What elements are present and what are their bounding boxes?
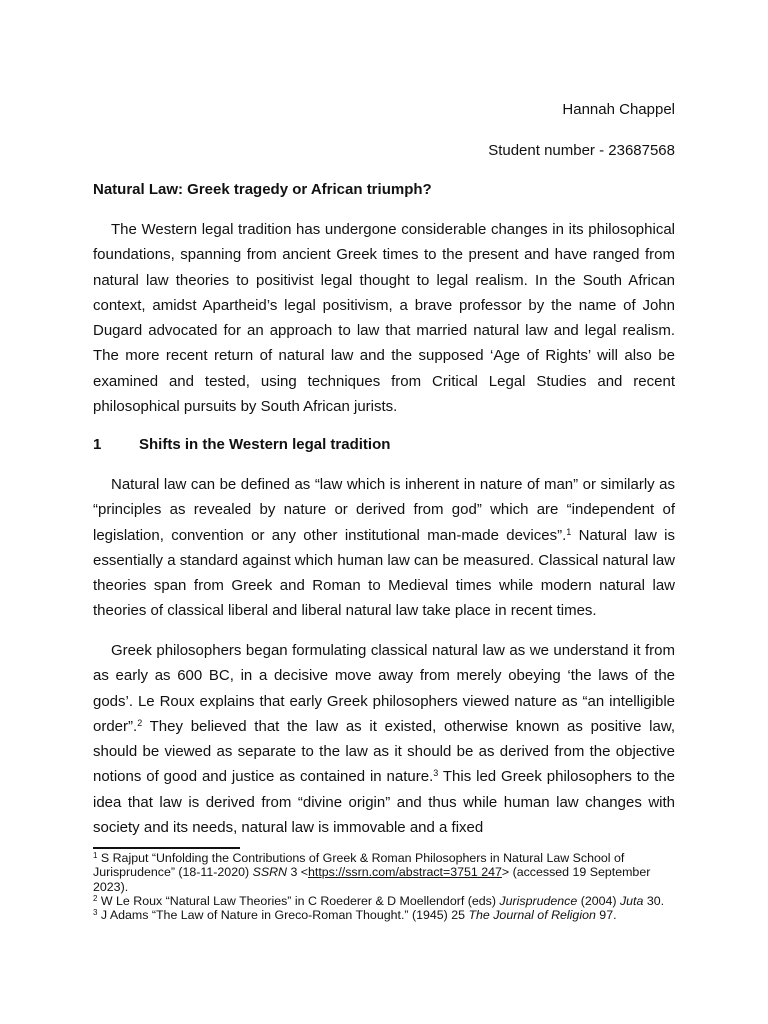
footnote-number: 3 bbox=[93, 908, 98, 918]
footnote-text: S Rajput “Unfolding the Contributions of Greek & Roman Philosophers in Natural Law School of Jurisprudence” (18-11-2020) bbox=[93, 851, 625, 880]
footnote-text: 30. bbox=[643, 893, 665, 908]
footnote-number: 2 bbox=[93, 893, 98, 903]
footnote-text: 97. bbox=[595, 908, 617, 923]
footnote-ref-1[interactable]: 1 bbox=[566, 526, 572, 537]
paragraph-text: They believed that the law as it existed, otherwise known as positive law, should be viewed as separate to the law as it should be as derived from the objective notions of good and justice as contained in nature. bbox=[93, 717, 675, 786]
footnote-book: Jurisprudence bbox=[499, 893, 578, 908]
footnote-1 bbox=[93, 851, 677, 894]
footnotes bbox=[93, 851, 677, 922]
author-name: Hannah Chappel bbox=[562, 101, 675, 118]
paragraph-text: Greek philosophers began formulating classical natural law as we understand it from as early as 600 BC, in a decisive move away from merely obeying ‘the laws of the gods’. Le Roux explains that early Greek philosophers viewed nature as “an intelligible order”. bbox=[93, 642, 675, 735]
greek-philosophers-paragraph bbox=[93, 638, 675, 840]
footnote-text: J Adams “The Law of Nature in Greco-Roman Thought.” (1945) 25 bbox=[97, 908, 469, 923]
section-heading bbox=[93, 436, 675, 454]
footnote-text: 3 < bbox=[287, 865, 309, 880]
footnote-number: 1 bbox=[93, 851, 98, 860]
document-title: Natural Law: Greek tragedy or African triumph? bbox=[93, 181, 432, 198]
footnote-publisher: Juta bbox=[619, 893, 644, 908]
footnote-ref-3[interactable]: 3 bbox=[433, 768, 439, 779]
paragraph-text: This led Greek philosophers to the idea that law is derived from “divine origin” and thus while human law changes with society and its needs, natural law is immovable and a fixed bbox=[93, 768, 675, 837]
footnote-journal: SSRN bbox=[252, 865, 287, 880]
footnote-2 bbox=[93, 894, 677, 908]
footnote-ref-2[interactable]: 2 bbox=[137, 717, 143, 728]
footnote-separator bbox=[93, 847, 240, 849]
footnote-text: > (accessed 19 September 2023). bbox=[93, 865, 651, 894]
footnote-journal: The Journal of Religion bbox=[468, 908, 596, 923]
paragraph-text: Natural law is essentially a standard against which human law can be measured. Classical natural law theories span from Greek and Roman to Medieval times while modern natural law theories of classical liberal and liberal natural law take place in recent times. bbox=[93, 526, 676, 620]
footnote-text: W Le Roux “Natural Law Theories” in C Roederer & D Moellendorf (eds) bbox=[97, 893, 500, 908]
student-number: Student number - 23687568 bbox=[488, 142, 675, 159]
section-number: 1 bbox=[93, 436, 102, 453]
footnote-text: (2004) bbox=[577, 893, 620, 908]
intro-paragraph: The Western legal tradition has undergone considerable changes in its philosophical foundations, spanning from ancient Greek times to the present and have ranged from natural law theories to positivist legal thought to legal realism. In the South African context, amidst Apartheid’s legal positivism, a brave professor by the name of John Dugard advocated for an approach to law that married natural law and legal realism. The more recent return of natural law and the supposed ‘Age of Rights’ will also be examined and tested, using techniques from Critical Legal Studies and recent philosophical pursuits by South African jurists. bbox=[93, 221, 675, 416]
section-title: Shifts in the Western legal tradition bbox=[139, 436, 391, 453]
paragraph-text: Natural law can be defined as “law which is inherent in nature of man” or similarly as “principles as revealed by nature or derived from god” which are “independent of legislation, convention or any other institutional man-made devices”. bbox=[93, 476, 675, 544]
footnote-link[interactable]: https://ssrn.com/abstract=3751 247 bbox=[308, 865, 502, 880]
footnote-3 bbox=[93, 908, 677, 922]
natural-law-definition-paragraph bbox=[93, 472, 675, 624]
